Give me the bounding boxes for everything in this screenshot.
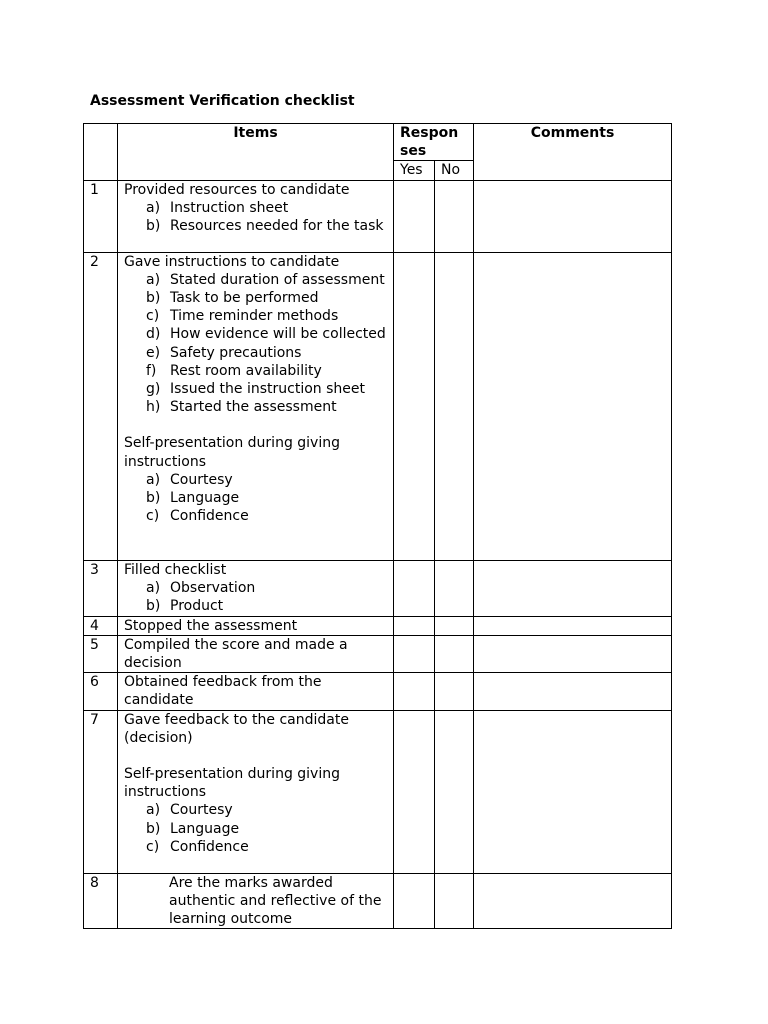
item-text: Compiled the score and made a decision (124, 636, 348, 672)
header-row (84, 124, 672, 161)
list-item: f) Rest room availability (146, 362, 322, 379)
comments-cell[interactable] (474, 252, 672, 560)
no-cell[interactable] (435, 873, 474, 929)
list-item: e) Safety precautions (146, 344, 302, 361)
row-number: 4 (84, 616, 118, 635)
yes-cell[interactable] (394, 252, 435, 560)
row-number: 3 (84, 560, 118, 616)
list-item: c) Confidence (146, 838, 249, 855)
comments-cell[interactable] (474, 616, 672, 635)
table-row (84, 710, 672, 873)
list-item: b) Task to be performed (146, 290, 319, 307)
comments-cell[interactable] (474, 560, 672, 616)
table-row (84, 616, 672, 635)
no-cell[interactable] (435, 616, 474, 635)
row-item (118, 635, 394, 672)
list-item: c) Time reminder methods (146, 308, 339, 325)
yes-cell[interactable] (394, 873, 435, 929)
sub-list (124, 579, 387, 615)
number-header (84, 124, 118, 181)
item-text: Gave instructions to candidate (124, 253, 340, 270)
list-item: a) Observation (146, 579, 256, 596)
list-item: a) Courtesy (146, 471, 233, 488)
list-item: h) Started the assessment (146, 399, 337, 416)
table-row (84, 873, 672, 929)
row-number: 6 (84, 673, 118, 710)
checklist-table (83, 123, 672, 929)
sub-list (124, 271, 387, 417)
items-header: Items (118, 124, 394, 181)
list-item: d) How evidence will be collected (146, 326, 386, 343)
list-item: b) Product (146, 598, 224, 615)
sub-list (124, 199, 387, 235)
document-title: Assessment Verification checklist (90, 93, 355, 109)
yes-cell[interactable] (394, 635, 435, 672)
list-item: g) Issued the instruction sheet (146, 381, 365, 398)
item-text: Provided resources to candidate (124, 181, 350, 198)
row-number: 7 (84, 710, 118, 873)
comments-cell[interactable] (474, 710, 672, 873)
list-item: b) Language (146, 820, 240, 837)
item-text: Stopped the assessment (124, 617, 298, 634)
item-text: Self-presentation during giving instructions (124, 766, 340, 801)
responses-header: Respon ses (394, 124, 474, 161)
list-item: c) Confidence (146, 508, 249, 525)
row-item (118, 616, 394, 635)
item-text: Filled checklist (124, 561, 227, 578)
comments-cell[interactable] (474, 873, 672, 929)
table-row (84, 560, 672, 616)
comments-cell[interactable] (474, 635, 672, 672)
yes-cell[interactable] (394, 673, 435, 710)
yes-cell[interactable] (394, 710, 435, 873)
comments-header: Comments (474, 124, 672, 181)
item-text: Self-presentation during giving instructions (124, 435, 340, 470)
no-header: No (435, 161, 474, 180)
item-text: Are the marks awarded authentic and reflective of the learning outcome (169, 874, 382, 928)
row-number: 1 (84, 180, 118, 252)
no-cell[interactable] (435, 560, 474, 616)
no-cell[interactable] (435, 673, 474, 710)
table-row (84, 673, 672, 710)
yes-cell[interactable] (394, 616, 435, 635)
sub-list (124, 471, 387, 526)
row-number: 2 (84, 252, 118, 560)
row-number: 8 (84, 873, 118, 929)
no-cell[interactable] (435, 635, 474, 672)
table-row (84, 180, 672, 252)
list-item: b) Resources needed for the task (146, 218, 384, 235)
list-item: a) Courtesy (146, 802, 233, 819)
yes-header: Yes (394, 161, 435, 180)
list-item: a) Instruction sheet (146, 199, 289, 216)
list-item: b) Language (146, 490, 240, 507)
comments-cell[interactable] (474, 673, 672, 710)
table-row (84, 635, 672, 672)
row-item (118, 180, 394, 252)
row-item (118, 710, 394, 873)
yes-cell[interactable] (394, 560, 435, 616)
row-item (118, 673, 394, 710)
sub-list (124, 801, 387, 856)
row-item (118, 873, 394, 929)
no-cell[interactable] (435, 710, 474, 873)
item-text: Obtained feedback from the candidate (124, 674, 322, 709)
no-cell[interactable] (435, 180, 474, 252)
row-item (118, 252, 394, 560)
table-row (84, 252, 672, 560)
comments-cell[interactable] (474, 180, 672, 252)
item-text: Gave feedback to the candidate (decision) (124, 711, 349, 746)
list-item: a) Stated duration of assessment (146, 271, 385, 288)
yes-cell[interactable] (394, 180, 435, 252)
row-number: 5 (84, 635, 118, 672)
no-cell[interactable] (435, 252, 474, 560)
row-item (118, 560, 394, 616)
